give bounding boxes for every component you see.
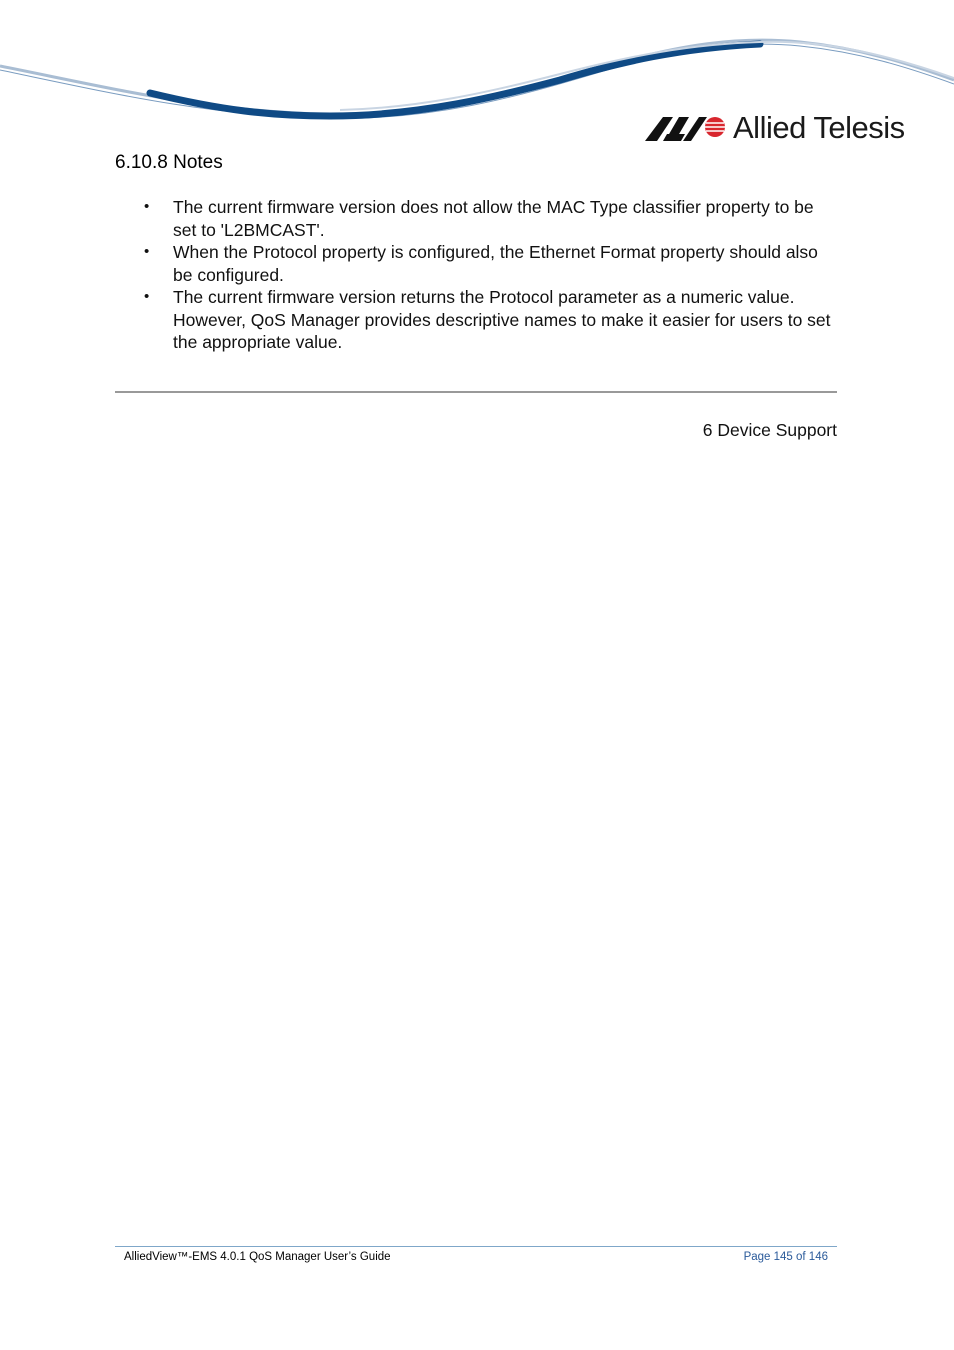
section-divider: [115, 391, 837, 393]
notes-list: [115, 196, 837, 354]
note-text: The current firmware version returns the Protocol parameter as a numeric value. However, QoS Manager provides descriptive names to make it easier for users to set the appropriate value.: [173, 287, 831, 352]
note-item: [115, 241, 837, 286]
bullet-icon: •: [144, 243, 150, 260]
bullet-icon: •: [144, 288, 150, 305]
note-text: When the Protocol property is configured, the Ethernet Format property should also be configured.: [173, 242, 818, 285]
footer-divider: [115, 1246, 837, 1247]
footer-guide-title: AlliedView™-EMS 4.0.1 QoS Manager User’s Guide: [124, 1251, 391, 1263]
chapter-label: 6 Device Support: [702, 420, 837, 440]
allied-telesis-logo: [645, 108, 905, 148]
note-item: [115, 286, 837, 354]
note-text: The current firmware version does not allow the MAC Type classifier property to be set to 'L2BMCAST'.: [173, 197, 814, 240]
section-title: 6.10.8 Notes: [115, 152, 223, 173]
bullet-icon: •: [144, 198, 150, 215]
note-item: [115, 196, 837, 241]
footer-page-number: Page 145 of 146: [743, 1251, 828, 1263]
brand-name: Allied Telesis: [733, 110, 905, 145]
logo-mark-icon: [645, 114, 727, 142]
